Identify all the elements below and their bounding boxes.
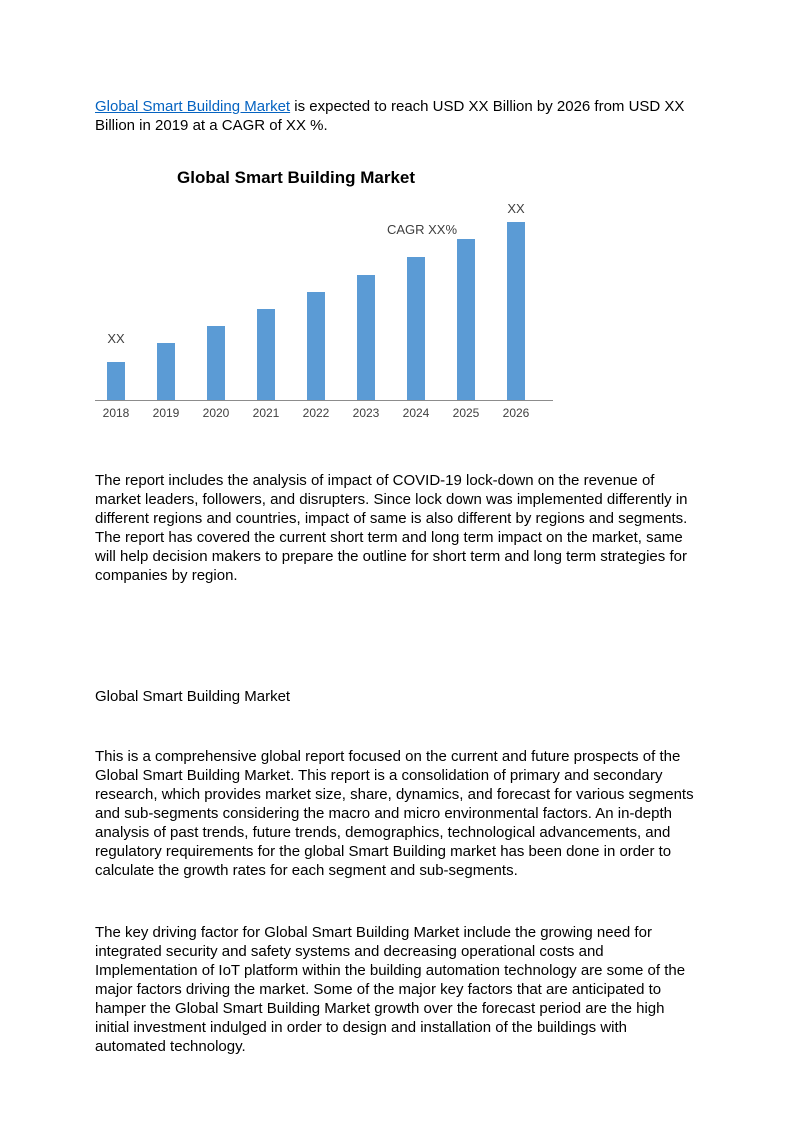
bar-2024 bbox=[407, 257, 425, 400]
section-subheading: Global Smart Building Market bbox=[95, 688, 291, 705]
bar-2021 bbox=[257, 309, 275, 400]
bar-2020 bbox=[207, 326, 225, 400]
intro-text: is expected to reach USD XX Billion by 2026 from USD XX Billion in 2019 at a CAGR of XX %. bbox=[95, 98, 685, 134]
chart-annotation-0: XX bbox=[107, 331, 125, 346]
bar-2025 bbox=[457, 239, 475, 400]
x-tick-label-2022: 2022 bbox=[302, 406, 330, 420]
covid-impact-paragraph: The report includes the analysis of impact of COVID-19 lock-down on the revenue of market leaders, followers, and disrupters. Since lock down was implemented differently in different regions and countries, impact of same is also different by regions and segments. The report has covered the current short term and long term impact on the market, same will help decision makers to prepare the outline for short term and long term strategies for companies by region. bbox=[95, 472, 688, 584]
x-tick-label-2025: 2025 bbox=[452, 406, 480, 420]
bar-2022 bbox=[307, 292, 325, 400]
x-tick-label-2024: 2024 bbox=[402, 406, 430, 420]
x-tick-label-2021: 2021 bbox=[252, 406, 280, 420]
intro-paragraph bbox=[95, 97, 705, 135]
bar-2019 bbox=[157, 343, 175, 400]
chart-annotation-1: CAGR XX% bbox=[386, 222, 458, 237]
x-axis-labels bbox=[95, 401, 553, 423]
chart-plot-area bbox=[95, 188, 553, 401]
market-drivers-paragraph: The key driving factor for Global Smart Building Market include the growing need for integrated security and safety systems and decreasing operational costs and Implementation of IoT platform within the building automation technology are some of the major factors driving the market. Some of the major key factors that are anticipated to hamper the Global Smart Building Market growth over the forecast period are the high initial investment indulged in order to design and installation of the buildings with automated technology. bbox=[95, 924, 686, 1055]
bar-2023 bbox=[357, 275, 375, 400]
x-tick-label-2019: 2019 bbox=[152, 406, 180, 420]
chart-annotation-2: XX bbox=[507, 201, 525, 216]
report-overview-paragraph: This is a comprehensive global report focused on the current and future prospects of the Global Smart Building Market. This report is a consolidation of primary and secondary research, which provides market size, share, dynamics, and forecast for various segments and sub-segments considering the macro and micro environmental factors. An in-depth analysis of past trends, future trends, demographics, technological advancements, and regulatory requirements for the global Smart Building market has been done in order to calculate the growth rates for each segment and sub-segments. bbox=[95, 748, 694, 879]
chart-title: Global Smart Building Market bbox=[177, 168, 416, 187]
bar-2018 bbox=[107, 362, 125, 400]
x-tick-label-2018: 2018 bbox=[102, 406, 130, 420]
market-report-link[interactable]: Global Smart Building Market bbox=[95, 98, 291, 115]
market-bar-chart bbox=[95, 168, 700, 423]
bar-2026 bbox=[507, 222, 525, 400]
x-tick-label-2023: 2023 bbox=[352, 406, 380, 420]
x-tick-label-2026: 2026 bbox=[502, 406, 530, 420]
x-tick-label-2020: 2020 bbox=[202, 406, 230, 420]
